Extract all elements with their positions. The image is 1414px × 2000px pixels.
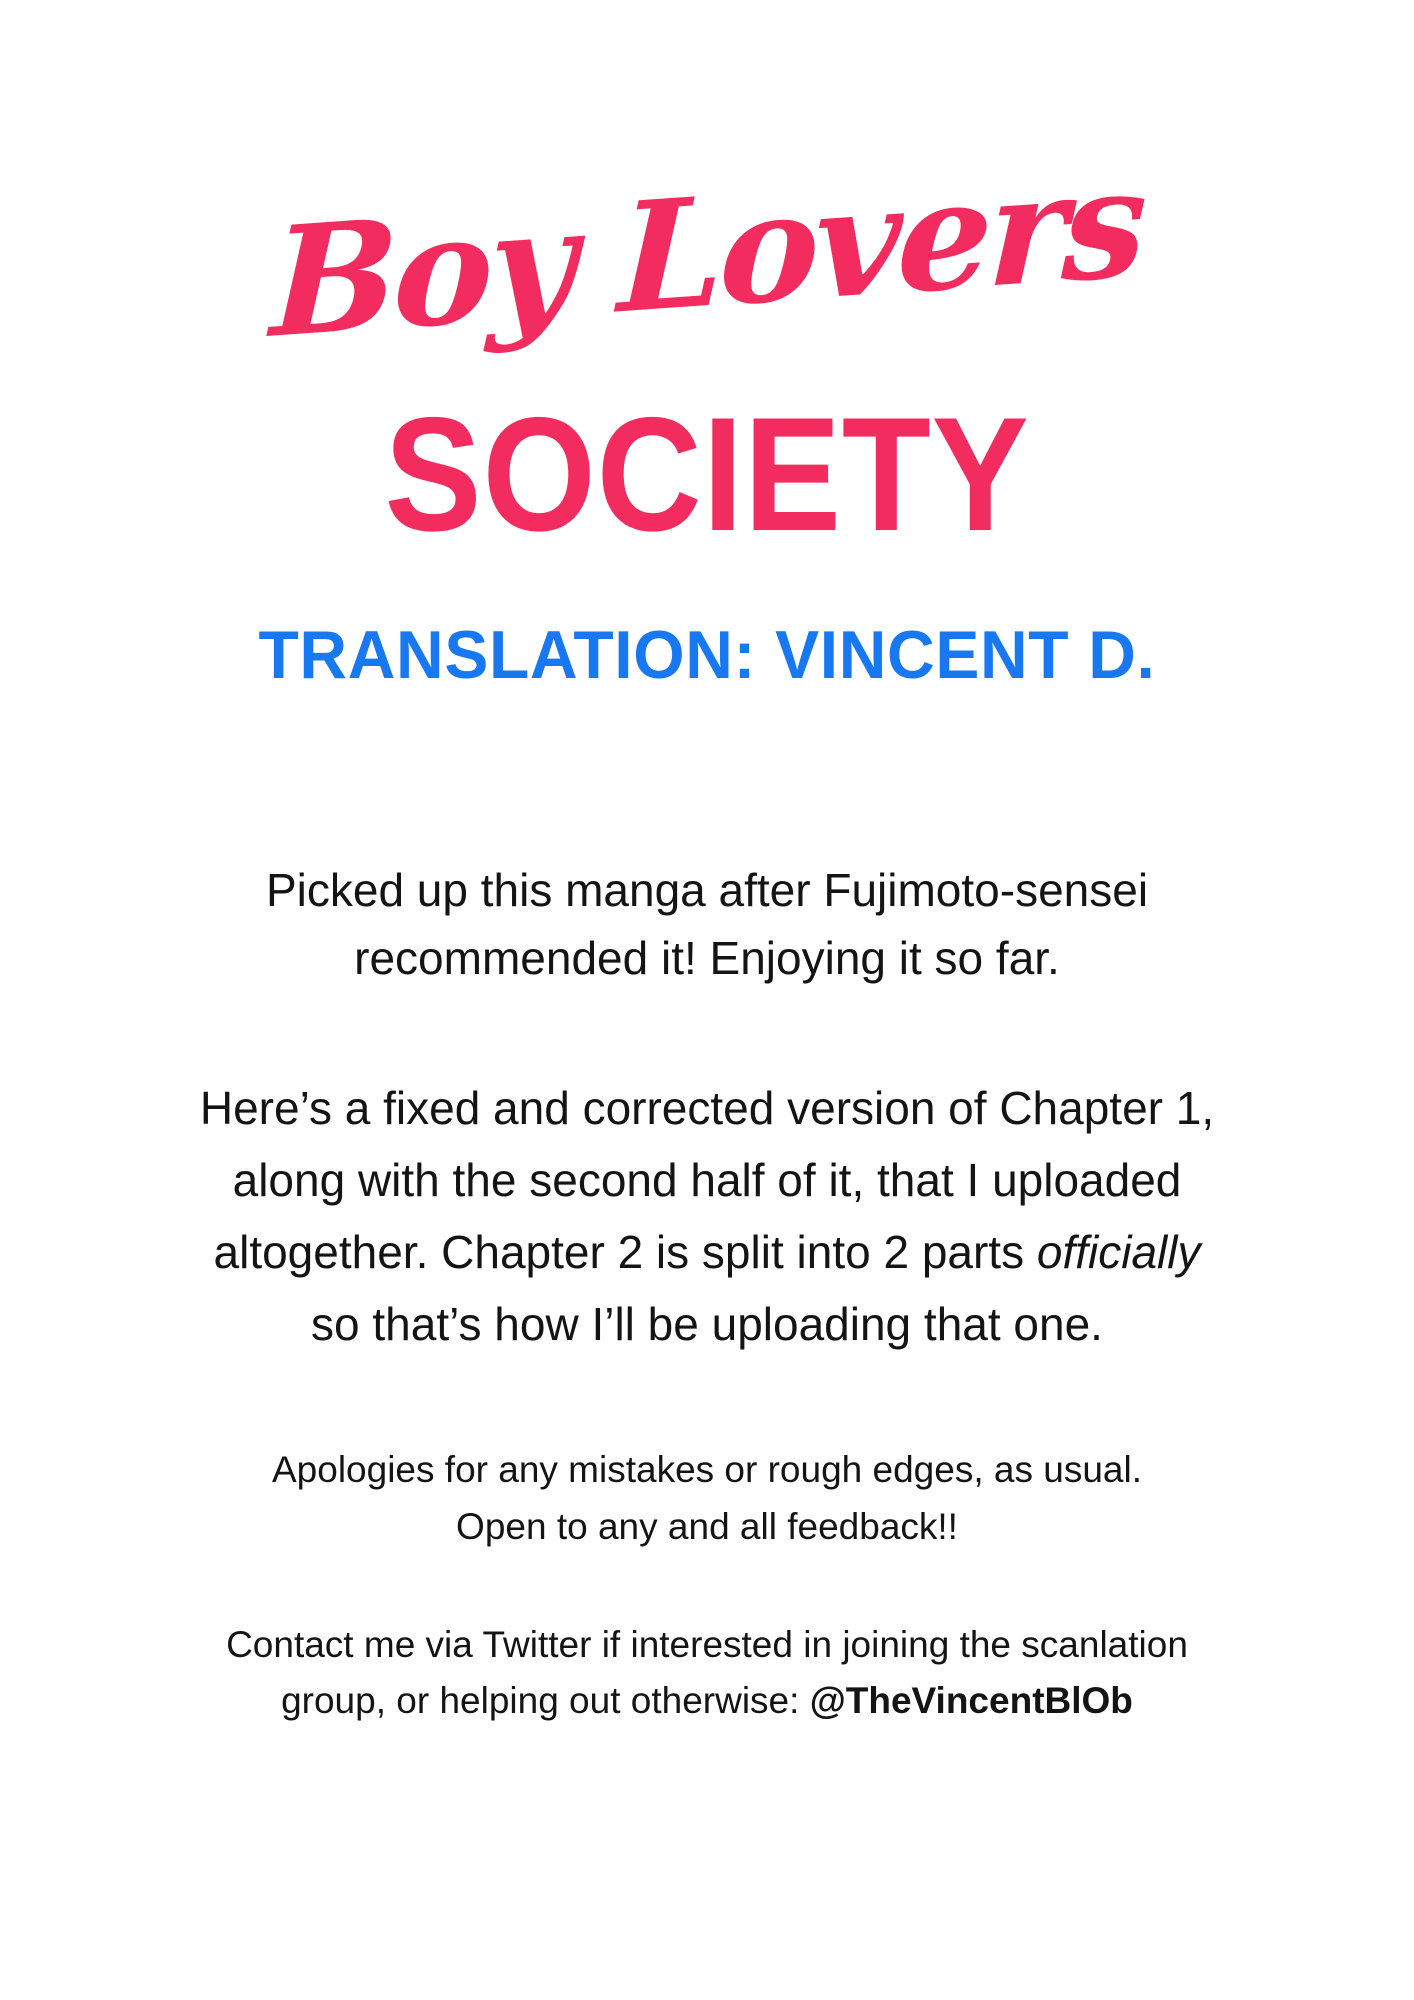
text-segment-italic-officially: officially: [1036, 1226, 1201, 1278]
text-line: [0, 1216, 1414, 1288]
text-line: Contact me via Twitter if interested in joining the scanlation: [226, 1624, 1188, 1665]
text-line: [0, 1673, 1414, 1729]
twitter-handle: @TheVincentBlOb: [809, 1680, 1133, 1721]
text-line: Picked up this manga after Fujimoto-sensei: [265, 864, 1149, 916]
text-segment: group, or helping out otherwise:: [281, 1680, 810, 1721]
text-line: along with the second half of it, that I uploaded: [232, 1154, 1182, 1206]
text-segment: altogether. Chapter 2 is split into 2 parts: [213, 1226, 1037, 1278]
paragraph-pickup-note: [0, 856, 1414, 992]
text-line: Open to any and all feedback!!: [456, 1506, 958, 1547]
text-line: Apologies for any mistakes or rough edges, as usual.: [272, 1449, 1142, 1490]
paragraph-chapter-info: [0, 1072, 1414, 1360]
paragraph-apologies: [0, 1441, 1414, 1555]
paragraph-contact: [0, 1617, 1414, 1729]
translator-credit: TRANSLATION: VINCENT D.: [258, 617, 1156, 693]
text-line: recommended it! Enjoying it so far.: [354, 932, 1060, 984]
text-line: so that’s how I’ll be uploading that one.: [311, 1298, 1103, 1350]
script-title: Boy Lovers: [268, 134, 1146, 372]
main-title: SOCIETY: [384, 384, 1030, 565]
text-line: Here’s a fixed and corrected version of Chapter 1,: [199, 1082, 1215, 1134]
